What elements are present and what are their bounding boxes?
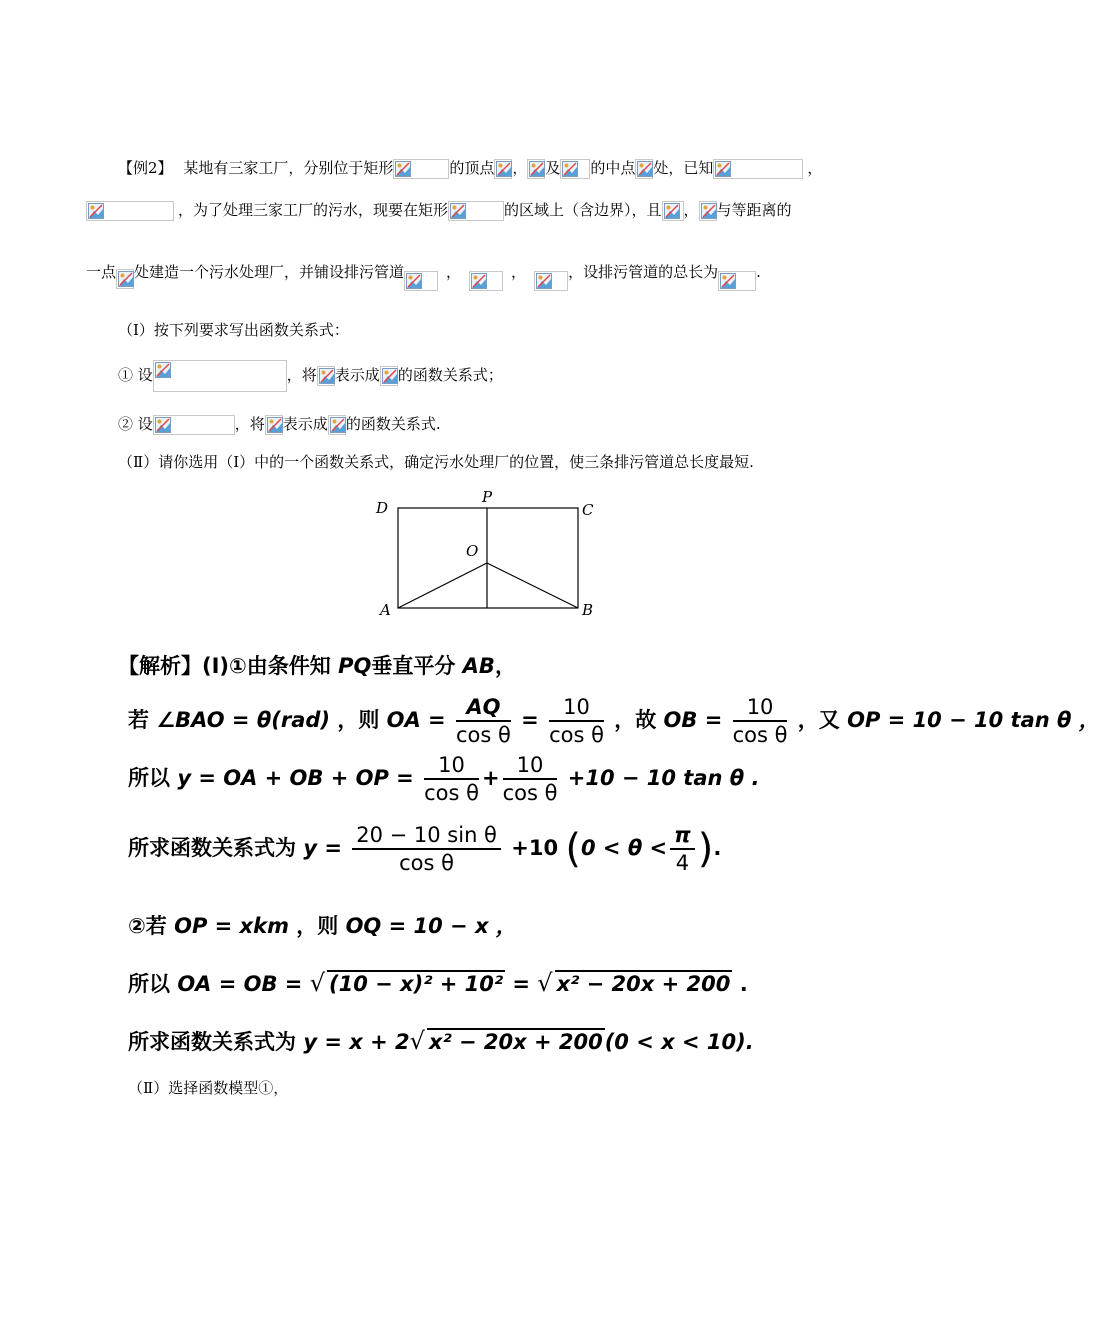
- fraction-10-cos-4: $\frac{10}{\text{cos θ}}$: [502, 753, 558, 805]
- formula-image: [494, 159, 512, 179]
- math-domain: 0 < θ <: [580, 836, 668, 860]
- formula-image: [404, 271, 438, 291]
- solution-text: 若: [128, 708, 149, 732]
- text-segment: 的中点: [590, 159, 636, 177]
- text-segment: 的函数关系式.: [345, 415, 441, 433]
- formula-image: [153, 415, 235, 435]
- solution-line-1: [118, 650, 516, 680]
- fraction-aq-cos: $\frac{AQ}{\text{cos θ}}$: [455, 695, 511, 747]
- sqrt-sign: √: [409, 1027, 425, 1055]
- math-op-x: OP = xkm: [174, 914, 289, 938]
- math-oq: OQ = 10 − x ，: [345, 914, 517, 938]
- sub-question-2: [118, 414, 441, 435]
- broken-image-icon: [118, 271, 134, 287]
- formula-image: [718, 271, 756, 291]
- text-segment: ，: [446, 263, 462, 281]
- text-segment: ，设排污管道的总长为: [568, 263, 719, 281]
- text-segment: ① 设: [118, 366, 153, 384]
- sqrt-sign: √: [309, 969, 326, 997]
- label-o: O: [466, 542, 479, 560]
- solution-text: 所求函数关系式为: [128, 1030, 296, 1054]
- formula-image: [448, 201, 504, 221]
- broken-image-icon: [155, 362, 171, 378]
- text-segment: .: [756, 263, 761, 281]
- formula-image: [635, 159, 653, 179]
- broken-image-icon: [562, 161, 578, 177]
- segment-bo: [487, 563, 578, 608]
- math-pq: PQ: [338, 654, 372, 678]
- problem-line-2: [86, 200, 792, 221]
- solution-text: ，则: [337, 708, 380, 732]
- solution-text: 所求函数关系式为: [128, 836, 296, 860]
- broken-image-icon: [330, 417, 346, 433]
- broken-image-icon: [536, 273, 552, 289]
- formula-image: [393, 159, 449, 179]
- plus: +: [481, 766, 500, 790]
- broken-image-icon: [701, 203, 717, 219]
- math-y-x: y = x + 2: [303, 1030, 410, 1054]
- math-tail: +10 − 10 tan θ .: [567, 766, 760, 790]
- solution-text: ，故: [614, 708, 657, 732]
- math-oa-ob: OA = OB =: [177, 972, 303, 996]
- text-segment: ，: [683, 201, 699, 219]
- equals: =: [512, 972, 530, 996]
- text-segment: 表示成: [334, 366, 380, 384]
- text-segment: ② 设: [118, 415, 153, 433]
- formula-image: [328, 415, 346, 435]
- solution-text: 【解析】(Ⅰ)①由条件知: [118, 654, 331, 678]
- right-paren: ): [697, 826, 714, 872]
- fraction-10-cos: $\frac{10}{\text{cos θ}}$: [549, 695, 604, 747]
- left-paren: (: [565, 826, 581, 872]
- math-ab: AB: [462, 654, 495, 678]
- text-segment: ，: [807, 159, 823, 177]
- solution-line-2: [128, 694, 1100, 748]
- text-segment: 及: [545, 159, 561, 177]
- text-segment: 处建造一个污水处理厂，并铺设排污管道: [134, 263, 405, 281]
- fraction-10-cos-2: $\frac{10}{\text{cos θ}}$: [732, 695, 788, 747]
- solution-text: ②若: [128, 914, 167, 938]
- text-segment: 的区域上（含边界），且: [504, 201, 662, 219]
- solution-line-5: [128, 910, 517, 940]
- solution-line-7: [128, 1026, 754, 1056]
- segment-ao: [398, 563, 487, 608]
- math-angle: ∠BAO = θ(rad): [156, 708, 331, 732]
- broken-image-icon: [664, 203, 680, 219]
- problem-line-3: [86, 262, 761, 283]
- text-segment: 表示成: [282, 415, 328, 433]
- broken-image-icon: [155, 417, 171, 433]
- broken-image-icon: [395, 161, 411, 177]
- formula-image: [560, 159, 590, 179]
- example-label: 【例2】: [118, 159, 173, 177]
- formula-image: [86, 201, 174, 221]
- formula-image: [265, 415, 283, 435]
- label-a: A: [380, 601, 391, 619]
- formula-image: [317, 366, 335, 386]
- math-y: y =: [303, 836, 342, 860]
- label-p: P: [482, 488, 493, 506]
- formula-image: [380, 366, 398, 386]
- solution-line-3: [128, 752, 760, 806]
- broken-image-icon: [637, 161, 653, 177]
- broken-image-icon: [382, 368, 398, 384]
- part-2-selection: （Ⅱ）选择函数模型①，: [128, 1079, 289, 1097]
- formula-image: [534, 271, 568, 291]
- broken-image-icon: [88, 203, 104, 219]
- text-segment: ，: [512, 159, 528, 177]
- math-domain-x: (0 < x < 10).: [604, 1030, 754, 1054]
- text-segment: 处，已知: [653, 159, 714, 177]
- solution-text: ，又: [797, 708, 840, 732]
- sqrt-sign: √: [537, 969, 553, 997]
- formula-image: [527, 159, 545, 179]
- part-2-heading: （Ⅱ）请你选用（Ⅰ）中的一个函数关系式，确定污水处理厂的位置，使三条排污管道总长度最短.: [118, 453, 754, 471]
- broken-image-icon: [471, 273, 487, 289]
- solution-text: 所以: [128, 972, 170, 996]
- label-d: D: [376, 499, 389, 517]
- formula-image: [713, 159, 803, 179]
- solution-text: 所以: [128, 766, 170, 790]
- text-segment: 某地有三家工厂，分别位于矩形: [183, 159, 394, 177]
- period: .: [739, 972, 748, 996]
- math-y-sum: y = OA + OB + OP =: [177, 766, 414, 790]
- label-b: B: [582, 601, 594, 619]
- broken-image-icon: [715, 161, 731, 177]
- fraction-10-cos-3: $\frac{10}{\text{cos θ}}$: [424, 753, 479, 805]
- rectangle-figure: [370, 488, 600, 618]
- text-segment: ，: [511, 263, 527, 281]
- formula-image: [699, 201, 717, 221]
- broken-image-icon: [450, 203, 466, 219]
- broken-image-icon: [720, 273, 736, 289]
- formula-image: [662, 201, 684, 221]
- formula-image: [469, 271, 503, 291]
- text-segment: ，将: [286, 366, 317, 384]
- broken-image-icon: [529, 161, 545, 177]
- math-plus-10: +10: [511, 836, 559, 860]
- solution-text: 垂直平分: [371, 654, 456, 678]
- sub-question-1: [118, 360, 503, 392]
- math-radicand-1: (10 − x)² + 10²: [329, 972, 504, 996]
- math-op: OP = 10 − 10 tan θ ，: [847, 708, 1100, 732]
- math-ob: OB =: [663, 708, 723, 732]
- broken-image-icon: [406, 273, 422, 289]
- math-oa: OA =: [386, 708, 446, 732]
- rectangle-abcd: [398, 508, 578, 608]
- broken-image-icon: [319, 368, 335, 384]
- label-c: C: [582, 501, 594, 519]
- solution-line-4: 所求函数关系式为 y = $\frac{\text{20 − 10 sin θ}}{\text{cos θ}}$ +10 (0 < θ < $\frac{\pi}{4}$ ).: [128, 823, 722, 875]
- math-radicand-3: x² − 20x + 200: [428, 1030, 603, 1054]
- text-segment: 与等距离的: [716, 201, 792, 219]
- broken-image-icon: [496, 161, 512, 177]
- text-segment: 的顶点: [449, 159, 495, 177]
- formula-image: [116, 269, 134, 289]
- text-segment: 的函数关系式；: [397, 366, 503, 384]
- fraction-main: $\frac{\text{20 − 10 sin θ}}{\text{cos θ}}$: [352, 822, 501, 876]
- equals: =: [521, 708, 539, 732]
- solution-text: ，: [494, 654, 516, 678]
- formula-image: [153, 360, 287, 392]
- problem-line-1: [118, 158, 822, 179]
- fraction-pi-4: $\frac{\pi}{4}$: [670, 822, 695, 876]
- math-radicand-2: x² − 20x + 200: [556, 972, 731, 996]
- solution-line-6: [128, 968, 748, 998]
- text-segment: ，将: [234, 415, 265, 433]
- text-segment: 一点: [86, 263, 117, 281]
- text-segment: ，为了处理三家工厂的污水，现要在矩形: [178, 201, 449, 219]
- solution-text: ，则: [296, 914, 339, 938]
- part-1-heading: （Ⅰ）按下列要求写出函数关系式：: [118, 321, 349, 339]
- broken-image-icon: [267, 417, 283, 433]
